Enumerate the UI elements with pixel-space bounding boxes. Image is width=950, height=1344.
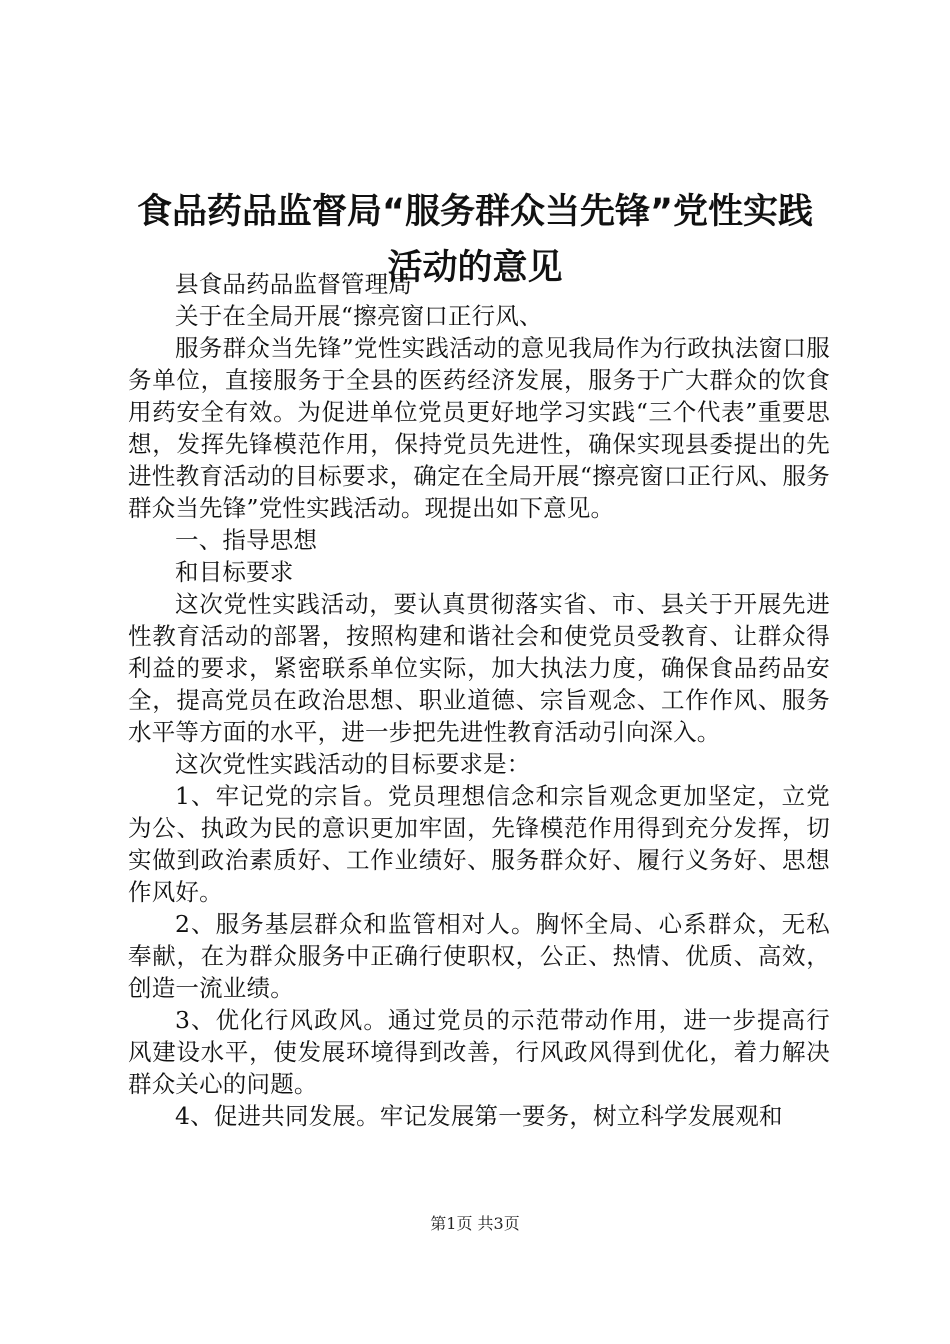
paragraph-subject: 关于在全局开展“擦亮窗口正行风、 — [175, 302, 543, 330]
document-body — [128, 268, 830, 1132]
document-title-line-1: 食品药品监督局“服务群众当先锋”党性实践 — [136, 192, 813, 232]
section-heading-1-cont: 和目标要求 — [175, 558, 294, 586]
document-title-line-2: 活动的意见 — [387, 248, 563, 288]
paragraph-goals-intro: 这次党性实践活动的目标要求是： — [175, 750, 531, 778]
list-item-goal-2: 2、服务基层群众和监管相对人。胸怀全局、心系群众，无私奉献，在为群众服务中正确行使职权，公正、热情、优质、高效，创造一流业绩。 — [128, 910, 830, 1002]
paragraph-guiding-ideology: 这次党性实践活动，要认真贯彻落实省、市、县关于开展先进性教育活动的部署，按照构建和谐社会和使党员受教育、让群众得利益的要求，紧密联系单位实际，加大执法力度，确保食品药品安全，提高党员在政治思想、职业道德、宗旨观念、工作作风、服务水平等方面的水平，进一步把先进性教育活动引向深入。 — [128, 590, 830, 746]
paragraph-issuer: 县食品药品监督管理局 — [175, 270, 412, 298]
list-item-goal-3: 3、优化行风政风。通过党员的示范带动作用，进一步提高行风建设水平，使发展环境得到改善，行风政风得到优化，着力解决群众关心的问题。 — [128, 1006, 830, 1098]
paragraph-intro: 服务群众当先锋”党性实践活动的意见我局作为行政执法窗口服务单位，直接服务于全县的医药经济发展，服务于广大群众的饮食用药安全有效。为促进单位党员更好地学习实践“三个代表”重要思想，发挥先锋模范作用，保持党员先进性，确保实现县委提出的先进性教育活动的目标要求，确定在全局开展“擦亮窗口正行风、服务群众当先锋”党性实践活动。现提出如下意见。 — [128, 334, 830, 522]
section-heading-1: 一、指导思想 — [175, 526, 318, 554]
list-item-goal-4: 4、促进共同发展。牢记发展第一要务，树立科学发展观和 — [175, 1102, 783, 1130]
list-item-goal-1: 1、牢记党的宗旨。党员理想信念和宗旨观念更加坚定，立党为公、执政为民的意识更加牢固，先锋模范作用得到充分发挥，切实做到政治素质好、工作业绩好、服务群众好、履行义务好、思想作风好。 — [128, 782, 830, 906]
page-number-footer: 第1页 共3页 — [430, 1214, 520, 1233]
